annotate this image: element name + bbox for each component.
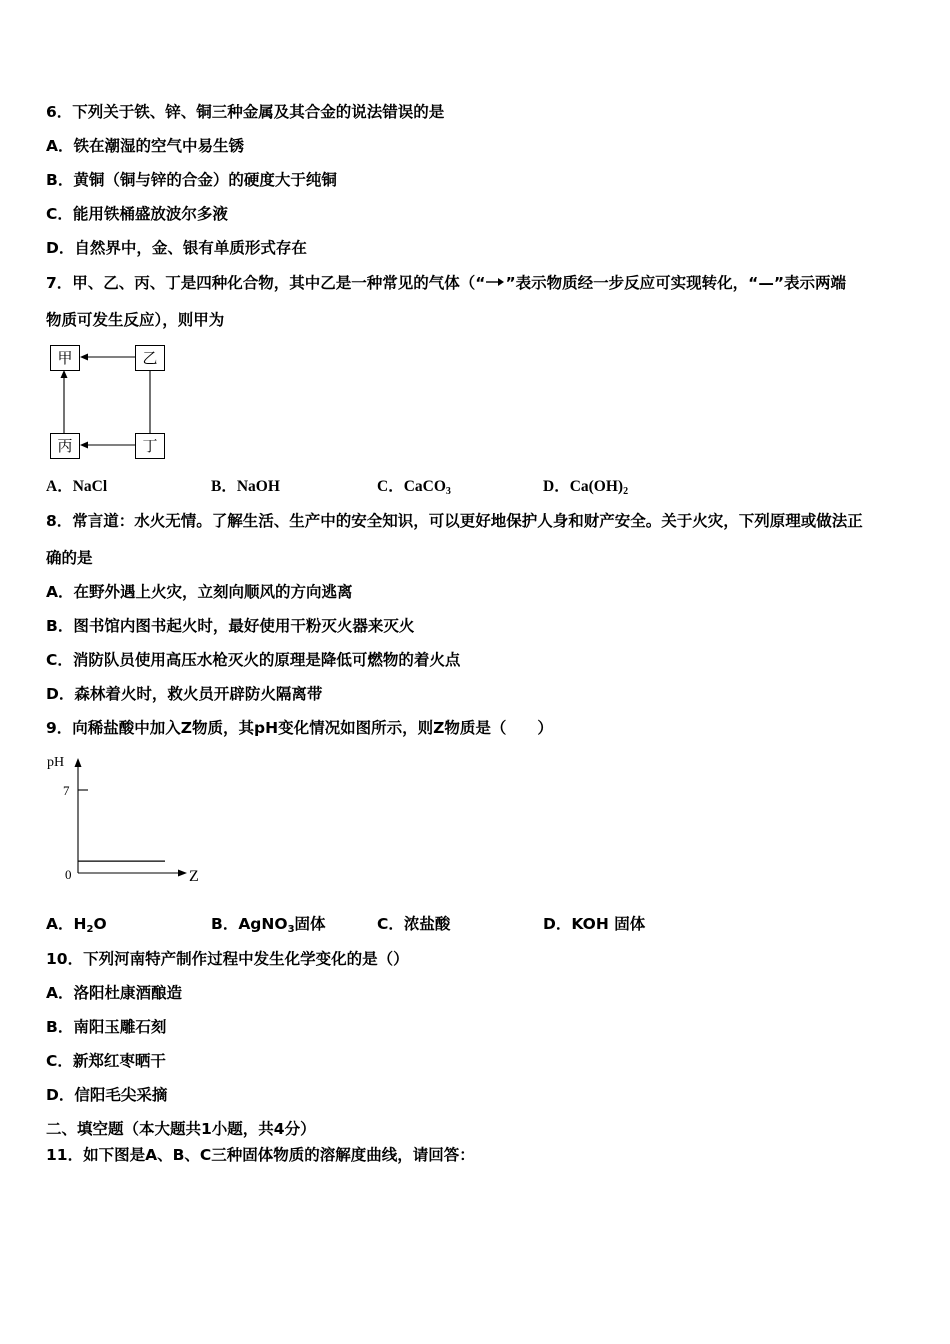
q6-stem: 6．下列关于铁、锌、铜三种金属及其合金的说法错误的是 [46,103,445,121]
x-axis-arrow-icon [178,870,187,877]
q6-option-c: C．能用铁桶盛放波尔多液 [46,205,228,223]
q8-stem-line2: 确的是 [46,549,93,567]
box-jia: 甲 [50,345,80,371]
q9-option-b: B．AgNO$_3$固体 [211,915,326,935]
q7-stem-line2: 物质可发生反应），则甲为 [46,311,225,329]
box-yi: 乙 [135,345,165,371]
q9-option-a: A．$H_2O$ [46,915,107,935]
q10-option-d: D．信阳毛尖采摘 [46,1086,168,1104]
section-2-title: 二、填空题（本大题共1小题，共4分） [46,1120,316,1138]
q11-stem: 11．如下图是A、B、C三种固体物质的溶解度曲线，请回答： [46,1146,475,1164]
q6-option-a: A．铁在潮湿的空气中易生锈 [46,137,244,155]
q6-option-d: D．自然界中，金、银有单质形式存在 [46,239,307,257]
q8-option-c: C．消防队员使用高压水枪灭火的原理是降低可燃物的着火点 [46,651,461,669]
box-bing: 丙 [50,433,80,459]
q8-stem-line1: 8．常言道：水火无情。了解生活、生产中的安全知识，可以更好地保护人身和财产安全。关于火灾，下列原理或做法正 [46,512,863,530]
q7-stem-line1 [46,273,846,293]
q10-stem: 10．下列河南特产制作过程中发生化学变化的是（） [46,950,409,968]
q10-option-a: A．洛阳杜康酒酿造 [46,984,182,1002]
q7-option-b: B．NaOH [211,478,280,495]
q7-option-a: A．NaCl [46,478,108,495]
q10-option-b: B．南阳玉雕石刻 [46,1018,167,1036]
tick-label-7: 7 [63,783,70,798]
q7-option-d: D．$Ca(OH)_2$ [543,478,629,497]
q9-stem: 9．向稀盐酸中加入Z物质，其pH变化情况如图所示，则Z物质是（ ） [46,719,553,737]
q6-option-b: B．黄铜（铜与锌的合金）的硬度大于纯铜 [46,171,337,189]
origin-label: 0 [65,867,72,882]
q7-stem-part1: 7．甲、乙、丙、丁是四种化合物，其中乙是一种常见的气体（“ [46,274,486,292]
y-axis-arrow-icon [75,758,82,767]
x-axis-label: Z [189,868,199,885]
q9-option-c: C．浓盐酸 [377,915,451,933]
q7-option-c: C．CaCO$_3$ [377,478,451,497]
y-axis-label: pH [47,755,65,770]
q8-option-b: B．图书馆内图书起火时，最好使用干粉灭火器来灭火 [46,617,415,635]
arrow-icon [485,275,505,289]
q9-option-d: D．KOH 固体 [543,915,646,933]
q10-option-c: C．新郑红枣晒干 [46,1052,166,1070]
q8-option-a: A．在野外遇上火灾，立刻向顺风的方向逃离 [46,583,353,601]
q7-stem-part2: ”表示物质经一步反应可实现转化，“—”表示两端 [505,274,847,292]
box-ding: 丁 [135,433,165,459]
q8-option-d: D．森林着火时，救火员开辟防火隔离带 [46,685,323,703]
